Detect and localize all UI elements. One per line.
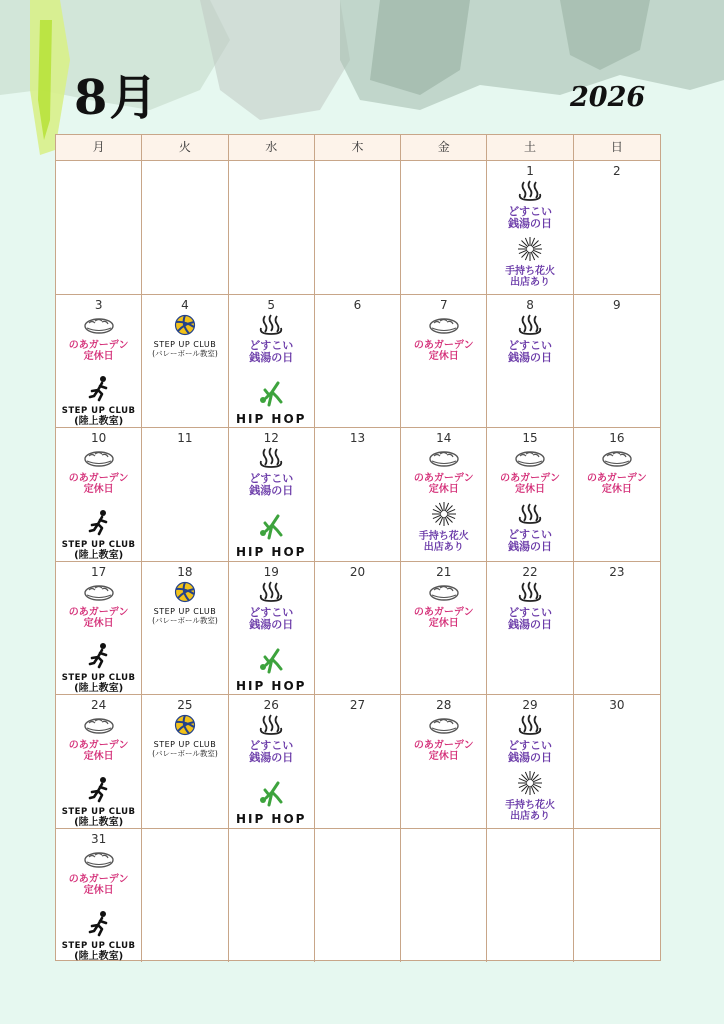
day-number: 24 bbox=[91, 698, 107, 712]
day-cell bbox=[574, 428, 660, 562]
event-label: 出店あり bbox=[510, 277, 551, 288]
bread-icon bbox=[514, 447, 546, 473]
event-track bbox=[62, 509, 136, 561]
day-number: 20 bbox=[349, 564, 366, 579]
event-label: STEP UP CLUB bbox=[153, 339, 217, 349]
day-number: 5 bbox=[267, 297, 276, 312]
day-number: 21 bbox=[436, 564, 452, 579]
event-hiphop bbox=[236, 513, 307, 559]
day-cell bbox=[142, 161, 228, 295]
year-label: 2026 bbox=[570, 82, 646, 113]
event-hanabi bbox=[419, 501, 469, 553]
day-cell bbox=[574, 295, 660, 429]
day-cell bbox=[229, 562, 315, 696]
event-label: STEP UP CLUB bbox=[61, 673, 136, 683]
event-label: 銭湯の日 bbox=[249, 350, 294, 364]
event-label: 銭湯の日 bbox=[508, 350, 553, 364]
day-cell bbox=[56, 428, 142, 562]
event-label: 定休日 bbox=[428, 350, 459, 362]
day-number: 14 bbox=[436, 431, 452, 445]
bread-icon bbox=[428, 581, 460, 607]
day-number: 17 bbox=[91, 564, 107, 579]
day-number: 11 bbox=[177, 431, 193, 445]
volleyball-icon bbox=[174, 714, 196, 740]
day-number: 9 bbox=[613, 297, 621, 312]
day-cell bbox=[315, 695, 401, 829]
day-cell bbox=[229, 829, 315, 963]
event-label: STEP UP CLUB bbox=[61, 941, 136, 951]
dancer-icon bbox=[257, 780, 285, 812]
bread-icon bbox=[83, 447, 115, 473]
day-number: 2 bbox=[613, 164, 621, 178]
event-label: 手持ち花火 bbox=[505, 800, 556, 811]
event-noah bbox=[69, 714, 129, 762]
hot-spring-icon bbox=[517, 180, 543, 206]
event-label: 銭湯の日 bbox=[508, 217, 553, 230]
hot-spring-icon bbox=[258, 314, 284, 340]
day-cell bbox=[229, 161, 315, 295]
day-cell bbox=[315, 295, 401, 429]
volleyball-icon bbox=[174, 581, 196, 607]
firework-icon bbox=[431, 501, 457, 531]
event-volley bbox=[152, 581, 218, 625]
runner-icon bbox=[88, 375, 110, 406]
day-cell bbox=[574, 161, 660, 295]
day-number: 28 bbox=[436, 698, 452, 712]
day-number: 26 bbox=[263, 698, 279, 712]
bread-icon bbox=[83, 848, 115, 874]
calendar-days bbox=[56, 161, 660, 962]
runner-icon bbox=[88, 509, 110, 540]
event-noah bbox=[69, 581, 129, 629]
event-label: (陸上教室) bbox=[74, 951, 124, 962]
event-label: どすこい bbox=[249, 472, 294, 485]
event-noah bbox=[414, 714, 474, 762]
hot-spring-icon bbox=[258, 714, 284, 740]
bread-icon bbox=[428, 447, 460, 473]
event-volley bbox=[152, 314, 218, 358]
day-cell bbox=[401, 295, 487, 429]
event-label: のあガーデン bbox=[68, 473, 129, 484]
event-label: どすこい bbox=[508, 205, 553, 218]
day-number: 18 bbox=[177, 564, 193, 579]
day-number: 19 bbox=[263, 564, 279, 579]
day-cell bbox=[574, 562, 660, 696]
event-label: どすこい bbox=[508, 338, 553, 352]
day-number: 12 bbox=[263, 431, 279, 445]
event-hiphop bbox=[236, 647, 307, 693]
day-cell bbox=[56, 295, 142, 429]
event-track bbox=[62, 375, 136, 427]
event-label: 定休日 bbox=[83, 751, 114, 762]
event-sentou bbox=[249, 314, 293, 364]
event-hiphop bbox=[236, 380, 307, 426]
hot-spring-icon bbox=[258, 581, 284, 607]
event-sentou bbox=[508, 314, 552, 364]
event-label: どすこい bbox=[249, 739, 294, 752]
event-hiphop bbox=[236, 780, 307, 826]
day-cell bbox=[315, 562, 401, 696]
dancer-icon bbox=[257, 513, 285, 545]
event-track bbox=[62, 776, 136, 828]
event-label: のあガーデン bbox=[413, 740, 474, 751]
event-noah bbox=[414, 581, 474, 629]
day-number: 3 bbox=[94, 297, 103, 312]
event-label: 手持ち花火 bbox=[418, 531, 469, 542]
weekday-sat: 土 bbox=[487, 135, 573, 160]
event-noah bbox=[69, 447, 129, 495]
event-label: (陸上教室) bbox=[74, 816, 124, 828]
day-number: 8 bbox=[526, 297, 534, 312]
event-label: HIP HOP bbox=[235, 545, 307, 559]
event-track bbox=[62, 910, 136, 962]
day-cell bbox=[487, 829, 573, 963]
event-label: STEP UP CLUB bbox=[153, 606, 217, 616]
day-cell bbox=[229, 428, 315, 562]
event-noah bbox=[414, 314, 474, 362]
day-cell bbox=[315, 161, 401, 295]
event-label: (陸上教室) bbox=[74, 549, 124, 561]
day-cell bbox=[142, 695, 228, 829]
event-label: 定休日 bbox=[428, 484, 459, 495]
event-label: 手持ち花火 bbox=[505, 266, 556, 277]
event-label: のあガーデン bbox=[68, 873, 129, 885]
event-label: (バレーボール教室) bbox=[152, 348, 218, 358]
event-label: 定休日 bbox=[428, 751, 459, 762]
event-label: STEP UP CLUB bbox=[61, 406, 136, 416]
day-number: 30 bbox=[609, 698, 625, 712]
day-number: 31 bbox=[91, 831, 107, 846]
day-number: 10 bbox=[91, 431, 107, 445]
event-sentou bbox=[508, 714, 552, 764]
day-number: 13 bbox=[349, 431, 366, 445]
day-number: 7 bbox=[439, 297, 448, 312]
day-cell bbox=[315, 428, 401, 562]
event-label: STEP UP CLUB bbox=[61, 806, 136, 817]
event-label: のあガーデン bbox=[586, 473, 647, 484]
event-label: 定休日 bbox=[83, 484, 114, 495]
day-cell bbox=[574, 695, 660, 829]
event-label: のあガーデン bbox=[68, 606, 129, 618]
dancer-icon bbox=[257, 647, 285, 679]
event-label: STEP UP CLUB bbox=[61, 539, 136, 550]
bread-icon bbox=[428, 714, 460, 740]
bread-icon bbox=[83, 581, 115, 607]
day-cell bbox=[229, 695, 315, 829]
event-label: 定休日 bbox=[83, 350, 114, 362]
weekday-header bbox=[56, 135, 660, 161]
event-label: (陸上教室) bbox=[74, 416, 124, 427]
event-label: のあガーデン bbox=[68, 339, 129, 351]
event-track bbox=[62, 642, 136, 694]
event-label: 定休日 bbox=[428, 617, 459, 629]
firework-icon bbox=[517, 236, 543, 266]
day-number: 6 bbox=[353, 297, 362, 312]
day-cell bbox=[142, 428, 228, 562]
weekday-wed: 水 bbox=[229, 135, 315, 160]
day-cell bbox=[229, 295, 315, 429]
day-cell bbox=[56, 829, 142, 963]
event-label: 銭湯の日 bbox=[249, 751, 294, 764]
event-label: のあガーデン bbox=[413, 473, 474, 484]
event-label: どすこい bbox=[249, 338, 294, 352]
event-label: のあガーデン bbox=[500, 473, 560, 484]
day-cell bbox=[401, 695, 487, 829]
day-cell bbox=[315, 829, 401, 963]
day-number: 25 bbox=[177, 698, 193, 712]
event-sentou bbox=[508, 180, 552, 230]
hot-spring-icon bbox=[517, 314, 543, 340]
day-number: 16 bbox=[609, 431, 625, 445]
event-label: HIP HOP bbox=[235, 678, 307, 693]
event-label: 銭湯の日 bbox=[508, 751, 553, 764]
bread-icon bbox=[428, 314, 460, 340]
event-label: 定休日 bbox=[83, 884, 114, 896]
volleyball-icon bbox=[174, 314, 196, 340]
bread-icon bbox=[83, 714, 115, 740]
day-cell bbox=[56, 161, 142, 295]
event-label: どすこい bbox=[508, 528, 553, 541]
day-cell bbox=[401, 829, 487, 963]
runner-icon bbox=[88, 910, 110, 941]
event-sentou bbox=[508, 503, 552, 553]
event-noah bbox=[69, 314, 129, 362]
event-label: HIP HOP bbox=[235, 812, 307, 826]
day-cell bbox=[56, 695, 142, 829]
day-cell bbox=[401, 161, 487, 295]
day-cell bbox=[487, 295, 573, 429]
hot-spring-icon bbox=[517, 581, 543, 607]
day-cell bbox=[142, 295, 228, 429]
runner-icon bbox=[88, 776, 110, 807]
event-hanabi bbox=[505, 236, 555, 288]
event-label: のあガーデン bbox=[413, 606, 474, 618]
event-label: のあガーデン bbox=[413, 339, 474, 351]
event-noah bbox=[587, 447, 647, 495]
event-sentou bbox=[508, 581, 552, 631]
firework-icon bbox=[517, 770, 543, 800]
event-label: のあガーデン bbox=[68, 740, 129, 751]
dancer-icon bbox=[257, 380, 285, 412]
event-noah bbox=[69, 848, 129, 896]
day-number: 15 bbox=[522, 431, 538, 445]
day-number: 4 bbox=[181, 297, 189, 312]
weekday-thu: 木 bbox=[315, 135, 401, 160]
day-cell bbox=[574, 829, 660, 963]
event-label: 銭湯の日 bbox=[249, 484, 294, 497]
event-sentou bbox=[249, 447, 293, 497]
hot-spring-icon bbox=[517, 503, 543, 529]
hot-spring-icon bbox=[517, 714, 543, 740]
day-number: 27 bbox=[349, 698, 366, 712]
event-label: 定休日 bbox=[515, 484, 546, 495]
calendar-grid bbox=[55, 134, 661, 961]
event-label: どすこい bbox=[249, 605, 294, 619]
event-label: 銭湯の日 bbox=[249, 617, 294, 631]
day-number: 1 bbox=[526, 164, 534, 178]
day-cell bbox=[401, 428, 487, 562]
day-number: 29 bbox=[522, 698, 538, 712]
day-cell bbox=[56, 562, 142, 696]
day-number: 23 bbox=[609, 564, 625, 579]
event-label: 定休日 bbox=[601, 484, 632, 495]
month-title: 8月 bbox=[74, 70, 160, 126]
event-sentou bbox=[249, 581, 293, 631]
event-label: 銭湯の日 bbox=[508, 617, 553, 631]
day-cell bbox=[401, 562, 487, 696]
day-cell bbox=[487, 695, 573, 829]
day-cell bbox=[487, 161, 573, 295]
hot-spring-icon bbox=[258, 447, 284, 473]
event-volley bbox=[152, 714, 218, 758]
bread-icon bbox=[601, 447, 633, 473]
day-cell bbox=[142, 829, 228, 963]
runner-icon bbox=[88, 642, 110, 673]
weekday-sun: 日 bbox=[610, 140, 623, 154]
event-label: HIP HOP bbox=[235, 411, 307, 426]
event-label: 定休日 bbox=[83, 617, 114, 629]
event-label: (陸上教室) bbox=[74, 683, 124, 694]
event-label: STEP UP CLUB bbox=[153, 740, 217, 749]
day-cell bbox=[142, 562, 228, 696]
day-number: 22 bbox=[522, 564, 538, 579]
event-label: 銭湯の日 bbox=[508, 540, 553, 553]
bread-icon bbox=[83, 314, 115, 340]
event-noah bbox=[414, 447, 474, 495]
day-cell bbox=[487, 428, 573, 562]
event-noah bbox=[500, 447, 560, 495]
weekday-mon: 月 bbox=[56, 135, 142, 160]
event-label: (バレーボール教室) bbox=[152, 749, 218, 758]
event-label: 出店あり bbox=[510, 811, 551, 822]
event-hanabi bbox=[505, 770, 555, 822]
event-label: どすこい bbox=[508, 739, 553, 752]
weekday-fri: 金 bbox=[401, 135, 487, 160]
weekday-tue: 火 bbox=[142, 135, 228, 160]
event-sentou bbox=[249, 714, 293, 764]
day-cell bbox=[487, 562, 573, 696]
event-label: どすこい bbox=[508, 605, 553, 619]
event-label: (バレーボール教室) bbox=[152, 615, 218, 625]
event-label: 出店あり bbox=[423, 542, 464, 553]
